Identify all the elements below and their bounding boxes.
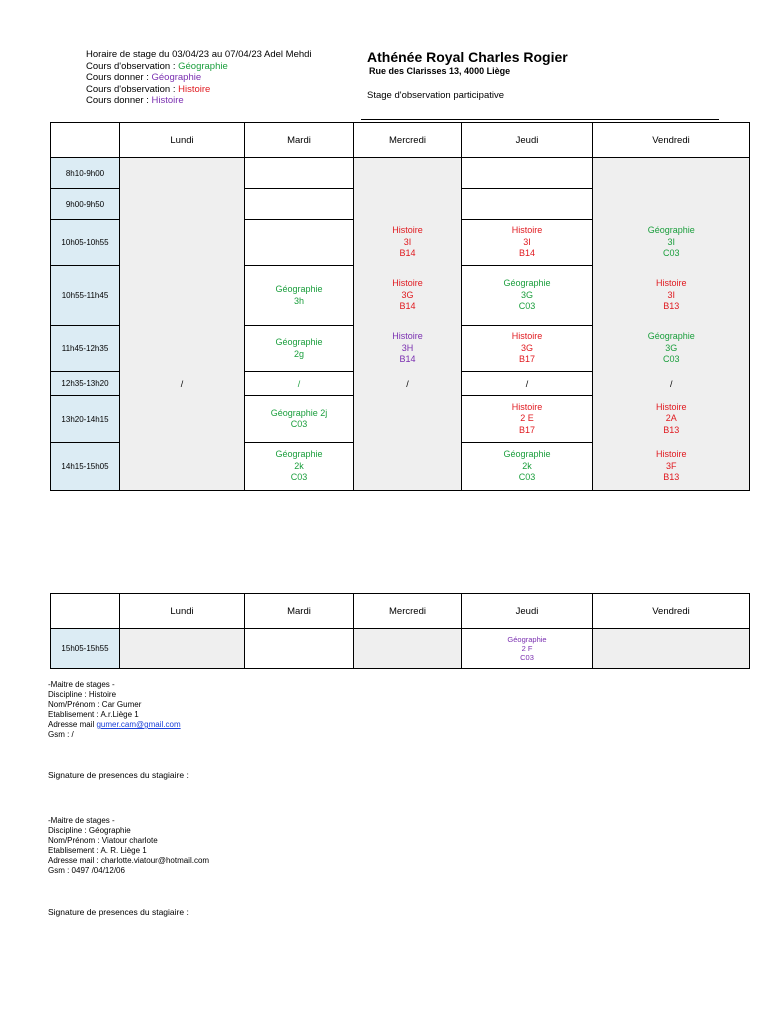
schedule-cell: Géographie 2 F C03 (462, 629, 593, 669)
schedule-cell (245, 220, 354, 266)
schedule-cell (245, 629, 354, 669)
schedule-cell: Géographie 3h (245, 266, 354, 326)
time-cell: 10h55-11h45 (51, 266, 120, 326)
time-cell: 12h35-13h20 (51, 372, 120, 396)
schedule-table-2 (50, 593, 750, 669)
schedule-cell: Géographie 3G C03 (462, 266, 593, 326)
table-row (51, 629, 750, 669)
schedule-cell (120, 266, 245, 326)
schedule-cell (354, 158, 462, 189)
schedule-cell (120, 158, 245, 189)
school-address: Rue des Clarisses 13, 4000 Liège (369, 66, 511, 76)
schedule-cell (462, 158, 593, 189)
schedule-cell: Histoire 3F B13 (593, 443, 750, 491)
table-row (51, 443, 750, 491)
observation-course-1: Cours d'observation : Géographie (86, 60, 228, 72)
corner-cell (51, 123, 120, 158)
schedule-cell: Histoire 3I B14 (354, 220, 462, 266)
time-cell: 10h05-10h55 (51, 220, 120, 266)
schedule-cell (593, 189, 750, 220)
given-course-2: Cours donner : Histoire (86, 95, 184, 106)
header-title: Horaire de stage du 03/04/23 au 07/04/23 Adel Mehdi (86, 49, 312, 60)
schedule-cell: / (120, 372, 245, 396)
table-row (51, 158, 750, 189)
schedule-cell (120, 629, 245, 669)
schedule-cell: Histoire 3I B14 (462, 220, 593, 266)
time-cell: 14h15-15h05 (51, 443, 120, 491)
schedule-cell: Géographie 2k C03 (245, 443, 354, 491)
schedule-table (50, 122, 750, 491)
signature-line-2: Signature de presences du stagiaire : (48, 907, 189, 917)
schedule-cell (593, 158, 750, 189)
day-header-vendredi: Vendredi (593, 594, 750, 629)
schedule-cell: Histoire 3H B14 (354, 326, 462, 372)
table-header-row (51, 123, 750, 158)
stage-type: Stage d'observation participative (367, 90, 505, 101)
day-header-mardi: Mardi (245, 594, 354, 629)
schedule-cell: Géographie 2j C03 (245, 396, 354, 443)
time-cell: 8h10-9h00 (51, 158, 120, 189)
time-cell: 15h05-15h55 (51, 629, 120, 669)
internship-supervisor-2: -Maitre de stages - Discipline : Géographie Nom/Prénom : Viatour charlote Etablisement : A. R. Liège 1 Adresse mail : charlotte.viatour@hotmail.com Gsm : 0497 /04/12/06 (48, 816, 210, 875)
time-cell: 11h45-12h35 (51, 326, 120, 372)
schedule-cell (120, 189, 245, 220)
email-text: charlotte.viatour@hotmail.com (100, 856, 210, 865)
schedule-cell: / (354, 372, 462, 396)
schedule-cell: Histoire 2A B13 (593, 396, 750, 443)
schedule-cell (245, 158, 354, 189)
schedule-header (86, 49, 312, 107)
table-row (51, 326, 750, 372)
corner-cell (51, 594, 120, 629)
schedule-cell (354, 443, 462, 491)
email-link[interactable]: gumer.cam@gmail.com (96, 720, 181, 729)
table-row (51, 189, 750, 220)
schedule-cell: Géographie 3G C03 (593, 326, 750, 372)
table-row (51, 266, 750, 326)
schedule-cell: Géographie 2g (245, 326, 354, 372)
schedule-cell (245, 189, 354, 220)
schedule-cell: Histoire 3G B14 (354, 266, 462, 326)
table-row (51, 220, 750, 266)
observation-course-2: Cours d'observation : Histoire (86, 83, 211, 95)
header-rule (361, 119, 719, 120)
given-course-1: Cours donner : Géographie (86, 72, 202, 83)
schedule-cell (120, 396, 245, 443)
table-header-row (51, 594, 750, 629)
table-row (51, 396, 750, 443)
schedule-cell (354, 629, 462, 669)
schedule-cell (120, 443, 245, 491)
time-cell: 13h20-14h15 (51, 396, 120, 443)
day-header-vendredi: Vendredi (593, 123, 750, 158)
schedule-cell: Géographie 3I C03 (593, 220, 750, 266)
day-header-jeudi: Jeudi (462, 594, 593, 629)
table-row (51, 372, 750, 396)
day-header-mercredi: Mercredi (354, 594, 462, 629)
day-header-lundi: Lundi (120, 594, 245, 629)
schedule-cell (354, 189, 462, 220)
schedule-cell: Histoire 3G B17 (462, 326, 593, 372)
schedule-cell (462, 189, 593, 220)
time-cell: 9h00-9h50 (51, 189, 120, 220)
schedule-cell (120, 220, 245, 266)
day-header-mardi: Mardi (245, 123, 354, 158)
schedule-cell: Histoire 2 E B17 (462, 396, 593, 443)
schedule-cell: Géographie 2k C03 (462, 443, 593, 491)
signature-line-1: Signature de presences du stagiaire : (48, 770, 189, 780)
schedule-cell: / (593, 372, 750, 396)
schedule-cell: Histoire 3I B13 (593, 266, 750, 326)
school-name: Athénée Royal Charles Rogier (367, 49, 568, 65)
schedule-cell: / (245, 372, 354, 396)
schedule-cell (593, 629, 750, 669)
day-header-lundi: Lundi (120, 123, 245, 158)
day-header-jeudi: Jeudi (462, 123, 593, 158)
schedule-cell (354, 396, 462, 443)
internship-supervisor-1: -Maitre de stages - Discipline : Histoire Nom/Prénom : Car Gumer Etablisement : A.r.Liège 1 Adresse mail gumer.cam@gmail.com Gsm : / (48, 680, 181, 739)
day-header-mercredi: Mercredi (354, 123, 462, 158)
schedule-cell (120, 326, 245, 372)
schedule-cell: / (462, 372, 593, 396)
